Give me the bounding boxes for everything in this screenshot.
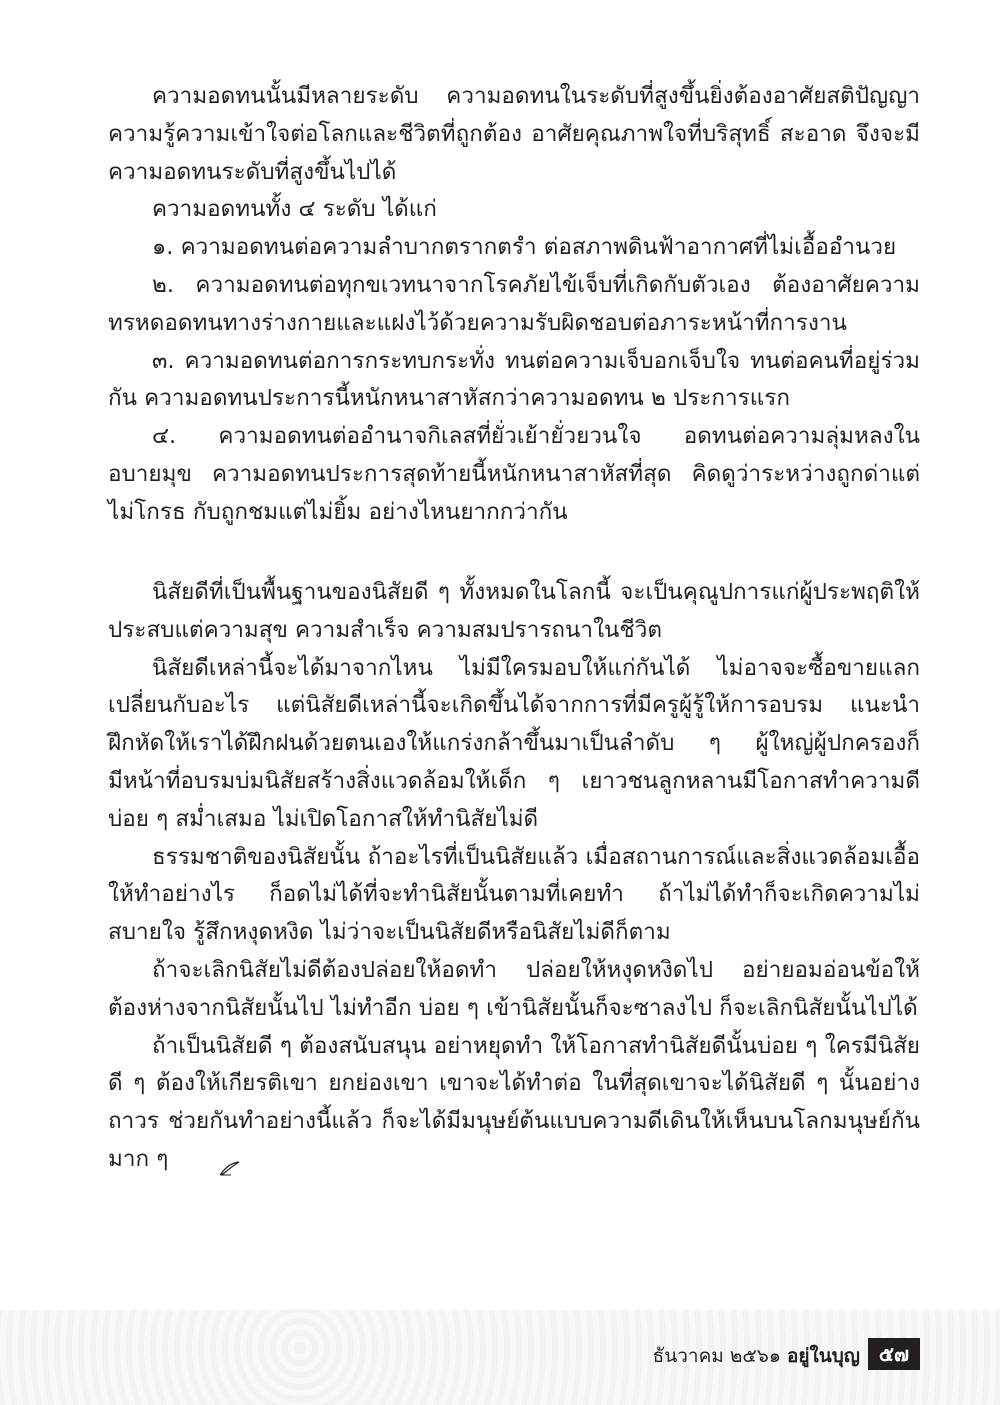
footer-magazine-name: อยู่ในบุญ — [786, 1345, 860, 1367]
paragraph-last — [108, 1028, 920, 1179]
paragraph: ความอดทนทั้ง ๔ ระดับ ได้แก่ — [152, 196, 437, 223]
article-section-2 — [108, 574, 920, 1179]
list-item: ๑. ความอดทนต่อความลำบากตรากตรำ ต่อสภาพดินฟ้าอากาศที่ไม่เอื้ออำนวย — [152, 234, 897, 261]
footer-issue-info — [653, 1341, 860, 1371]
quill-end-mark-icon — [175, 1151, 197, 1167]
footer-issue-date: ธันวาคม ๒๕๖๑ — [652, 1345, 781, 1367]
article-section-1 — [108, 78, 920, 532]
list-item: ๔. ความอดทนต่ออำนาจกิเลสที่ยั่วเย้ายั่วยวนใจ อดทนต่อความลุ่มหลงในอบายมุข ความอดทนประการสุดท้ายนี้หนักหนาสาหัสที่สุด คิดดูว่าระหว่างถูกด่าแต่ไม่โกรธ กับถูกชมแต่ไม่ยิ้ม อย่างไหนยากกว่ากัน — [108, 423, 920, 525]
paragraph-last-text: ถ้าเป็นนิสัยดี ๆ ต้องสนับสนุน อย่าหยุดทำ ให้โอกาสทำนิสัยดีนั้นบ่อย ๆ ใครมีนิสัยดี ๆ ต้องให้เกียรติเขา ยกย่องเขา เขาจะได้ทำต่อ ในที่สุดเขาจะได้นิสัยดี ๆ นั้นอย่างถาวร ช่วยกันทำอย่างนี้แล้ว ก็จะได้มีมนุษย์ต้นแบบความดีเดินให้เห็นบนโลกมนุษย์กันมาก ๆ — [108, 1032, 920, 1172]
list-item: ๒. ความอดทนต่อทุกขเวทนาจากโรคภัยไข้เจ็บที่เกิดกับตัวเอง ต้องอาศัยความทรหดอดทนทางร่างกายและแฝงไว้ด้วยความรับผิดชอบต่อภาระหน้าที่การงาน — [108, 271, 920, 336]
page-number: ๕๗ — [868, 1338, 920, 1370]
paragraph: นิสัยดีเหล่านี้จะได้มาจากไหน ไม่มีใครมอบให้แก่กันได้ ไม่อาจจะซื้อขายแลกเปลี่ยนกับอะไร แต่นิสัยดีเหล่านี้จะเกิดขึ้นได้จากการที่มีครูผู้รู้ให้การอบรม แนะนำฝึกหัดให้เราได้ฝึกฝนด้วยตนเองให้แกร่งกล้าขึ้นมาเป็นลำดับ ๆ ผู้ใหญ่ผู้ปกครองก็มีหน้าที่อบรมบ่มนิสัยสร้างสิ่งแวดล้อมให้เด็ก ๆ เยาวชนลูกหลานมีโอกาสทำความดีบ่อย ๆ สม่ำเสมอ ไม่เปิดโอกาสให้ทำนิสัยไม่ดี — [108, 654, 920, 832]
list-item: ๓. ความอดทนต่อการกระทบกระทั่ง ทนต่อความเจ็บอกเจ็บใจ ทนต่อคนที่อยู่ร่วมกัน ความอดทนประการนี้หนักหนาสาหัสกว่าความอดทน ๒ ประการแรก — [108, 347, 920, 412]
paragraph: ถ้าจะเลิกนิสัยไม่ดีต้องปล่อยให้อดทำ ปล่อยให้หงุดหงิดไป อย่ายอมอ่อนข้อให้ ต้องห่างจากนิสัยนั้นไป ไม่ทำอีก บ่อย ๆ เข้านิสัยนั้นก็จะซาลงไป ก็จะเลิกนิสัยนั้นไปได้ — [108, 956, 920, 1021]
paragraph: ธรรมชาติของนิสัยนั้น ถ้าอะไรที่เป็นนิสัยแล้ว เมื่อสถานการณ์และสิ่งแวดล้อมเอื้อให้ทำอย่างไร ก็อดไม่ได้ที่จะทำนิสัยนั้นตามที่เคยทำ ถ้าไม่ได้ทำก็จะเกิดความไม่สบายใจ รู้สึกหงุดหงิด ไม่ว่าจะเป็นนิสัยดีหรือนิสัยไม่ดีก็ตาม — [108, 843, 920, 946]
paragraph: ความอดทนนั้นมีหลายระดับ ความอดทนในระดับที่สูงขึ้นยิ่งต้องอาศัยสติปัญญา ความรู้ความเข้าใจต่อโลกและชีวิตที่ถูกต้อง อาศัยคุณภาพใจที่บริสุทธิ์ สะอาด จึงจะมีความอดทนระดับที่สูงขึ้นไปได้ — [108, 83, 920, 185]
paragraph: นิสัยดีที่เป็นพื้นฐานของนิสัยดี ๆ ทั้งหมดในโลกนี้ จะเป็นคุณูปการแก่ผู้ประพฤติให้ประสบแต่ความสุข ความสำเร็จ ความสมปรารถนาในชีวิต — [108, 579, 920, 643]
